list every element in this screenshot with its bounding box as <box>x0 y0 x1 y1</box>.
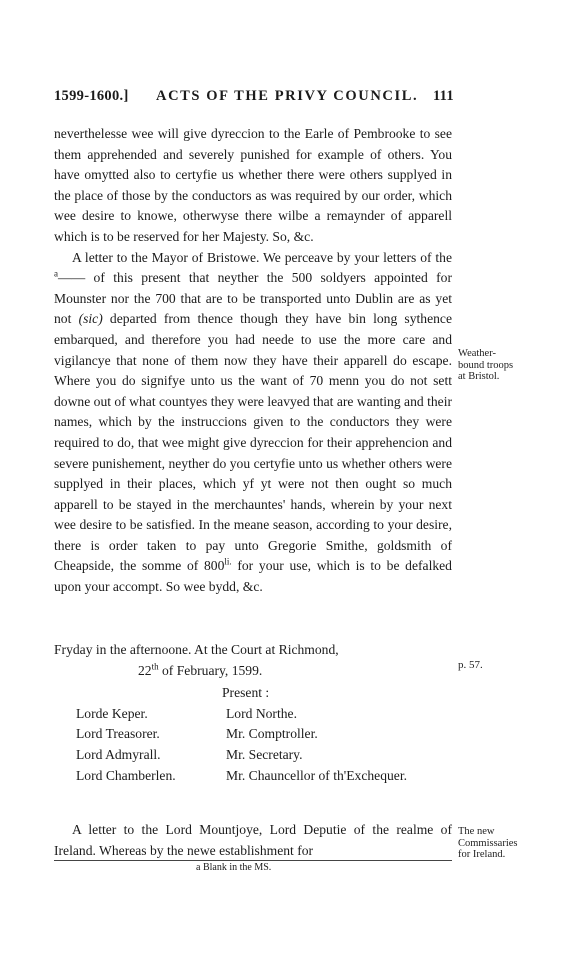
paragraph-2-blank: —— of this present that neyther the 500 soldyers appointed for Mounster nor the 700 that are to be transported unto Dublin are as yet not <box>54 270 452 327</box>
running-header <box>54 88 454 110</box>
member-row <box>54 745 454 766</box>
paragraph-3: A letter to the Lord Mountjoye, Lord Deputie of the realme of Ireland. Whereas by the newe establishment for <box>54 822 452 858</box>
paragraph-1: neverthelesse wee will give dyreccion to the Earle of Pembrooke to see them apprehended and severely punished for example of others. You have omytted also to certyfie us whether there were others supplyed in the place of those by the conductors as was required by our order, which wee desire to knowe, otherwyse there wilbe a remaynder of apparell which is to be reserved for her Majesty. So, &c. <box>54 126 452 244</box>
margin-note-commissaries <box>458 826 518 861</box>
sitting-day: 22 <box>138 662 152 678</box>
member-row <box>54 724 454 745</box>
paragraph-2-start: A letter to the Mayor of Bristowe. We perceave by your letters of the <box>72 249 452 265</box>
footnote-marker: a <box>54 268 58 279</box>
member-left: Lord Treasorer. <box>76 726 160 742</box>
sitting-day-suffix: th <box>151 661 159 672</box>
members-list <box>54 704 454 786</box>
paragraph-2 <box>54 248 452 598</box>
page-number: 111 <box>432 88 454 104</box>
main-text <box>54 124 452 598</box>
paragraph-2-end: for your use, which is to be defalked upon your accompt. So wee bydd, &c. <box>54 558 452 595</box>
final-paragraph <box>54 820 452 861</box>
member-left: Lord Admyrall. <box>76 746 161 762</box>
header-title: ACTS OF THE PRIVY COUNCIL. <box>156 88 419 104</box>
present-label: Present : <box>222 685 270 701</box>
margin-note-line: The new <box>458 826 495 837</box>
member-right: Lord Northe. <box>226 705 297 721</box>
margin-note-line: Weather- <box>458 348 497 359</box>
sitting-line-2 <box>54 661 454 682</box>
margin-note-page-ref: p. 57. <box>458 659 483 671</box>
member-right: Mr. Comptroller. <box>226 726 318 742</box>
member-left: Lorde Keper. <box>76 705 148 721</box>
paragraph-2-mid: departed from thence though they have bin long sythence embarqued, and therefore you had neede to use the more care and vigilancye that none of them now they have their apparell do escape. Where you do signifye unto us the want of 70 menn you do not sett downe out of what countyes they were leavyed that are wanting and their names, which by the instruccions given to the conductors they were required to do, that wee might give dyreccion for their apprehencion and severe punishement, neyther do you certyfie unto us whether others were supplyed in their places, which yf yt were not then ought so much apparell to be stayed in the merchauntes' hands, wherein by your next wee desire to be satisfied. In the meane season, according to your desire, there is order taken to pay unto Gregorie Smithe, goldsmith of Cheapside, the somme of 800 <box>54 311 452 574</box>
sitting-date-rest: of February, 1599. <box>158 662 263 678</box>
margin-note-line: Commissaries <box>458 837 518 849</box>
member-row <box>54 704 454 725</box>
member-right: Mr. Secretary. <box>226 746 303 762</box>
council-sitting <box>54 640 454 786</box>
member-right: Mr. Chauncellor of th'Exchequer. <box>226 767 408 783</box>
sitting-line-1: Fryday in the afternoone. At the Court at Richmond, <box>54 642 339 657</box>
margin-note-line: for Ireland. <box>458 849 506 860</box>
member-row <box>54 766 454 787</box>
margin-note-line: bound troops <box>458 359 514 371</box>
margin-note-line: at Bristol. <box>458 371 500 382</box>
margin-note-weatherbound <box>458 348 513 383</box>
li-superscript: li. <box>224 556 232 567</box>
sic-note: (sic) <box>78 311 103 327</box>
footnote-rule <box>54 860 452 861</box>
member-left: Lord Chamberlen. <box>76 767 176 783</box>
header-dates: 1599-1600.] <box>54 88 129 104</box>
footnote: a Blank in the MS. <box>196 862 272 873</box>
